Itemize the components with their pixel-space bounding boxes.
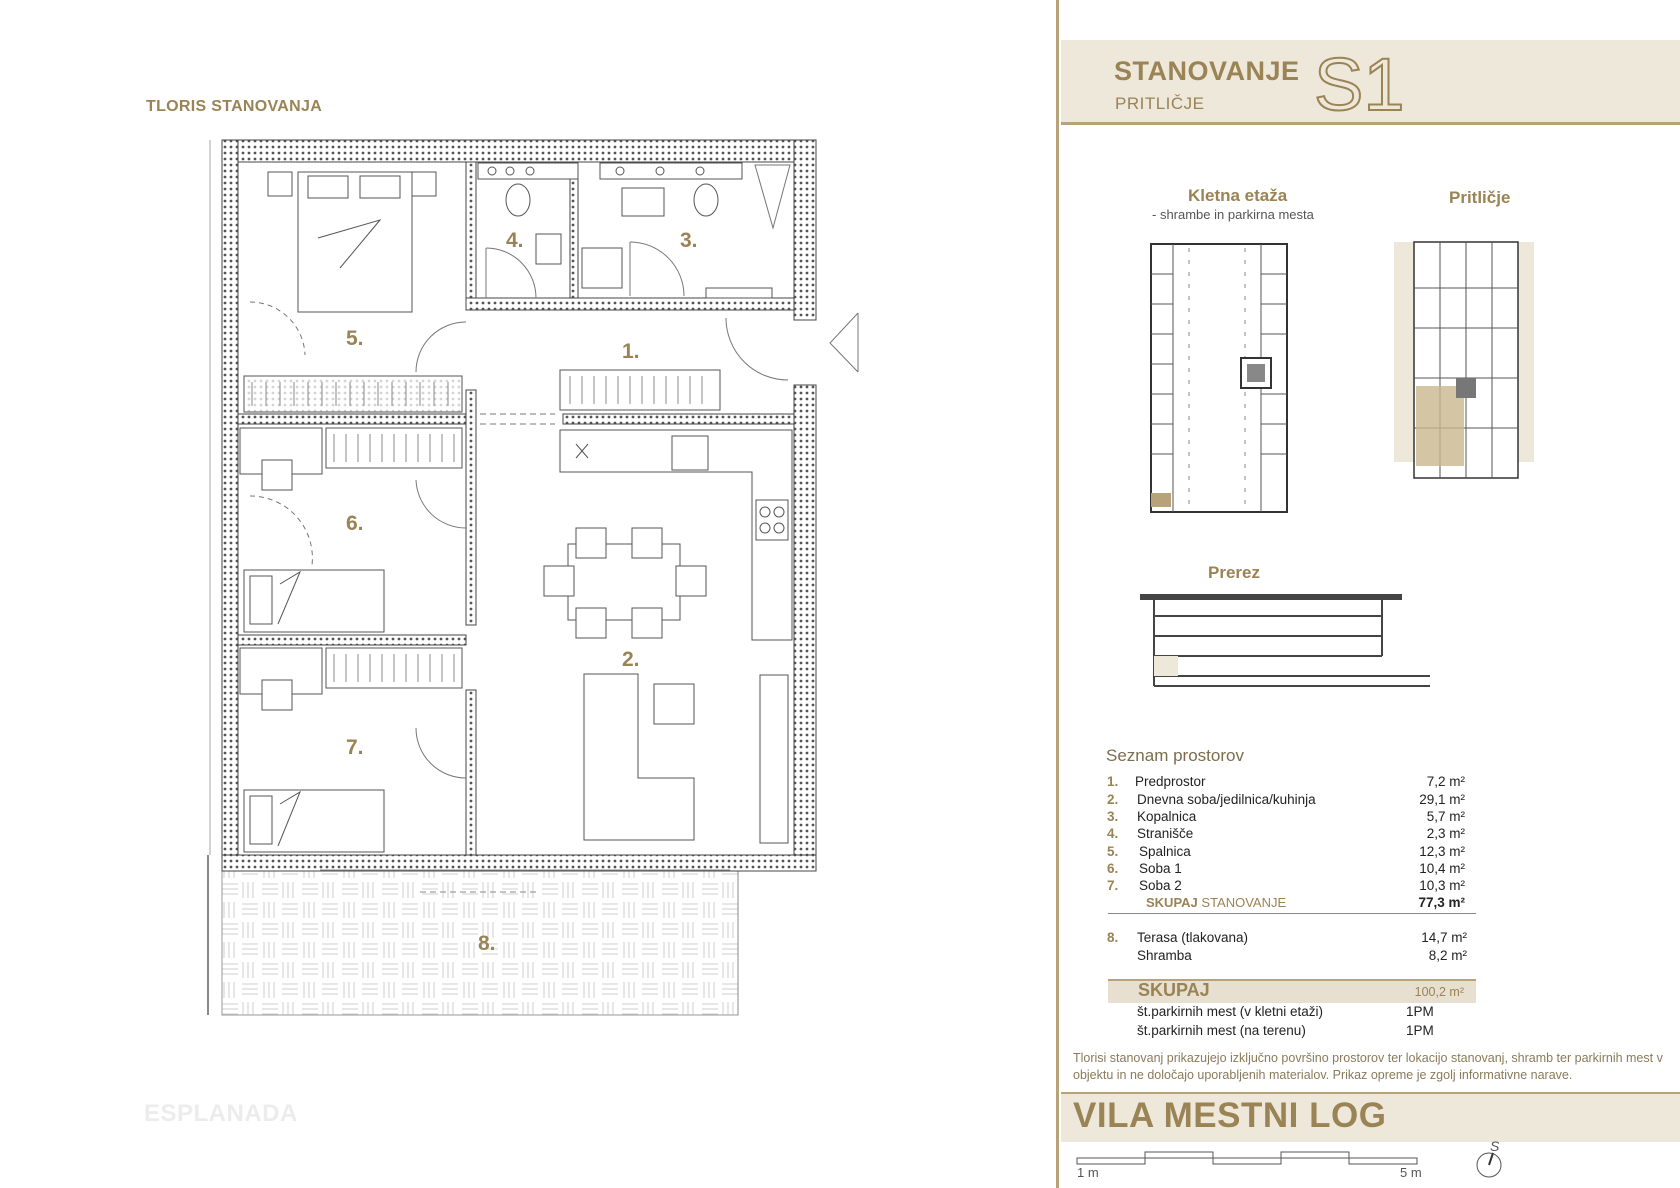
room-list-area: 10,3 m² [1419,878,1465,893]
parking-label: št.parkirnih mest (v kletni etaži) [1137,1004,1324,1019]
room-list-area: 14,7 m² [1421,930,1467,945]
room-list-number: 3. [1107,809,1119,824]
total-label: SKUPAJ [1138,980,1210,1000]
parking-label: št.parkirnih mest (na terenu) [1137,1023,1306,1038]
room-number-6: 6. [346,512,364,535]
room-list-number: 1. [1107,774,1119,789]
room-list-area: 2,3 m² [1426,826,1465,841]
room-list-name: Terasa (tlakovana) [1137,930,1249,945]
panel-divider [1056,0,1059,1188]
room-list-number: 4. [1107,826,1119,841]
ground-title: Pritličje [1449,188,1511,207]
scale-min-label: 1 m [1077,1165,1099,1180]
room-list-area: 8,2 m² [1428,948,1467,963]
room-list-area: 5,7 m² [1426,809,1465,824]
basement-title: Kletna etaža [1188,186,1288,205]
apartment-code [1312,48,1422,118]
room-list-name: Dnevna soba/jedilnica/kuhinja [1137,792,1316,807]
total-value: 100,2 m² [1414,985,1464,999]
room-list-area: 10,4 m² [1419,861,1465,876]
room-list-name: Predprostor [1135,774,1206,789]
basement-floor-thumbnail [1145,238,1305,520]
room-list-area: 12,3 m² [1419,844,1465,859]
room-list-name: Spalnica [1139,844,1191,859]
room-list-number: 5. [1107,844,1119,859]
scale-bar [1075,1150,1425,1166]
scale-max-label: 5 m [1400,1165,1422,1180]
room-list-area: 29,1 m² [1419,792,1465,807]
room-list-heading: Seznam prostorov [1106,746,1244,765]
room-list-name: Kopalnica [1137,809,1197,824]
room-list-number: 2. [1107,792,1119,807]
subtotal-label: SKUPAJ STANOVANJE [1146,895,1287,910]
room-list-name: Shramba [1137,948,1192,963]
room-number-1: 1. [622,340,640,363]
subtotal-value: 77,3 m² [1418,895,1465,910]
room-list-number: 7. [1107,878,1119,893]
room-list-area: 7,2 m² [1426,774,1465,789]
disclaimer-note: Tlorisi stanovanj prikazujejo izključno površino prostorov ter lokacijo stanovanj, shramb ter parkirnih mest v objektu in ne določajo uporabljenih materialov. Prikaz opreme je zgolj informativne narave. [1073,1051,1663,1082]
north-arrow-icon [1474,1150,1504,1180]
room-number-3: 3. [680,229,698,252]
basement-subtitle: - shrambe in parkirna mesta [1152,207,1314,222]
room-number-2: 2. [622,648,640,671]
parking-value: 1PM [1406,1023,1434,1038]
brand-watermark: ESPLANADA [144,1100,298,1127]
room-number-4: 4. [506,229,524,252]
room-number-8: 8. [478,932,496,955]
room-list-name: Soba 1 [1139,861,1182,876]
hall-wardrobe [560,370,720,410]
project-name: VILA MESTNI LOG [1073,1096,1387,1135]
apartment-floor: PRITLIČJE [1115,94,1205,113]
section-title: Prerez [1208,563,1260,582]
room-number-7: 7. [346,736,364,759]
svg-text:S1: S1 [1314,48,1405,118]
subtotal-rule [1108,913,1476,914]
room-list-name: Soba 2 [1139,878,1182,893]
apartment-title: STANOVANJE [1114,56,1300,86]
parking-value: 1PM [1406,1004,1434,1019]
room-list-name: Stranišče [1137,826,1194,841]
plan-title: TLORIS STANOVANJA [146,98,323,115]
section-thumbnail [1140,586,1440,696]
room-list-number: 8. [1107,930,1119,945]
room-number-5: 5. [346,327,364,350]
ground-floor-thumbnail [1390,228,1540,493]
room-list-number: 6. [1107,861,1119,876]
north-label: S [1490,1138,1500,1154]
